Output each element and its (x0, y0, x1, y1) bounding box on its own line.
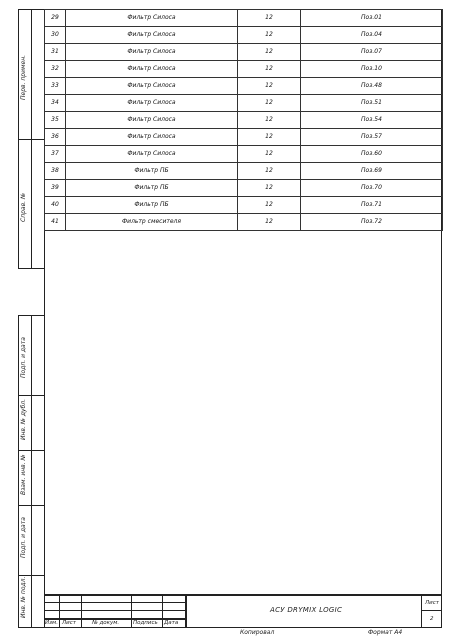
row-quantity: 12 (238, 129, 301, 146)
row-number: 38 (45, 163, 66, 180)
row-quantity: 12 (238, 27, 301, 44)
col-podpis: Подпись (133, 620, 158, 626)
sprav-label: Справ. № (20, 192, 27, 222)
inv-podl-label: Инв. № подл. (20, 576, 27, 618)
row-quantity: 12 (238, 197, 301, 214)
row-name: Фильтр Силоса (66, 129, 238, 146)
format-label: Формат А4 (368, 629, 403, 636)
row-position: Поз.60 (301, 146, 443, 163)
row-position: Поз.51 (301, 95, 443, 112)
table-row (45, 95, 443, 112)
side-divider-1 (18, 395, 45, 396)
kopiroval-label: Копировал (240, 629, 275, 636)
list-label: Лист (425, 600, 439, 606)
side-divider-3 (18, 505, 45, 506)
row-quantity: 12 (238, 61, 301, 78)
row-number: 30 (45, 27, 66, 44)
row-name: Фильтр Силоса (66, 44, 238, 61)
side-strip-lower-inner (31, 315, 32, 628)
list-value: 2 (430, 616, 434, 622)
row-quantity: 12 (238, 163, 301, 180)
row-number: 32 (45, 61, 66, 78)
row-quantity: 12 (238, 214, 301, 231)
tb-row-line-1 (44, 602, 186, 603)
row-name: Фильтр Силоса (66, 78, 238, 95)
row-position: Поз.04 (301, 27, 443, 44)
table-row (45, 180, 443, 197)
table-row (45, 129, 443, 146)
row-number: 34 (45, 95, 66, 112)
row-position: Поз.69 (301, 163, 443, 180)
title-block (44, 594, 442, 628)
row-name: Фильтр Силоса (66, 112, 238, 129)
row-number: 40 (45, 197, 66, 214)
table-row (45, 27, 443, 44)
table-row (45, 10, 443, 27)
row-position: Поз.10 (301, 61, 443, 78)
row-name: Фильтр ПБ (66, 163, 238, 180)
row-number: 29 (45, 10, 66, 27)
row-quantity: 12 (238, 180, 301, 197)
spec-table (44, 9, 443, 231)
row-position: Поз.07 (301, 44, 443, 61)
tb-row-line-2 (44, 610, 186, 611)
row-quantity: 12 (238, 146, 301, 163)
document-title: АСУ DRYMIX LOGIC (270, 606, 343, 614)
podp-data-2-label: Подп. и дата (20, 517, 27, 558)
row-name: Фильтр Силоса (66, 27, 238, 44)
row-name: Фильтр Силоса (66, 95, 238, 112)
tb-col-2 (81, 594, 82, 628)
table-row (45, 163, 443, 180)
row-number: 36 (45, 129, 66, 146)
vzam-inv-label: Взам. инв. № (20, 454, 27, 495)
row-number: 35 (45, 112, 66, 129)
tb-col-1 (59, 594, 60, 628)
row-name: Фильтр Силоса (66, 146, 238, 163)
row-number: 33 (45, 78, 66, 95)
podp-data-1-label: Подп. и дата (20, 337, 27, 378)
row-position: Поз.54 (301, 112, 443, 129)
tb-col-3 (131, 594, 132, 628)
row-quantity: 12 (238, 95, 301, 112)
tb-col-4 (162, 594, 163, 628)
row-quantity: 12 (238, 10, 301, 27)
row-name: Фильтр ПБ (66, 197, 238, 214)
row-name: Фильтр смесителя (66, 214, 238, 231)
row-position: Поз.71 (301, 197, 443, 214)
table-row (45, 44, 443, 61)
row-position: Поз.72 (301, 214, 443, 231)
row-position: Поз.70 (301, 180, 443, 197)
row-position: Поз.48 (301, 78, 443, 95)
side-divider-2 (18, 450, 45, 451)
col-data: Дата (164, 620, 179, 626)
tb-list-line (421, 610, 442, 611)
col-list: Лист (62, 620, 76, 626)
row-name: Фильтр Силоса (66, 10, 238, 27)
col-doc: № докум. (92, 620, 120, 626)
inv-dubl-label: Инв. № дубл. (20, 398, 27, 440)
table-row (45, 61, 443, 78)
table-row (45, 112, 443, 129)
table-row (45, 78, 443, 95)
perv-primen-label: Перв. примен. (20, 54, 27, 100)
row-quantity: 12 (238, 44, 301, 61)
table-row (45, 197, 443, 214)
row-number: 37 (45, 146, 66, 163)
tb-top-line (44, 594, 442, 596)
col-izm: Изм. (45, 620, 58, 626)
tb-col-5 (185, 594, 187, 628)
row-quantity: 12 (238, 78, 301, 95)
row-name: Фильтр ПБ (66, 180, 238, 197)
row-name: Фильтр Силоса (66, 61, 238, 78)
row-position: Поз.01 (301, 10, 443, 27)
table-row (45, 214, 443, 231)
side-strip-upper-inner (31, 9, 32, 269)
row-number: 39 (45, 180, 66, 197)
tb-col-6 (421, 594, 422, 628)
row-position: Поз.57 (301, 129, 443, 146)
row-number: 41 (45, 214, 66, 231)
table-row (45, 146, 443, 163)
row-quantity: 12 (238, 112, 301, 129)
row-number: 31 (45, 44, 66, 61)
